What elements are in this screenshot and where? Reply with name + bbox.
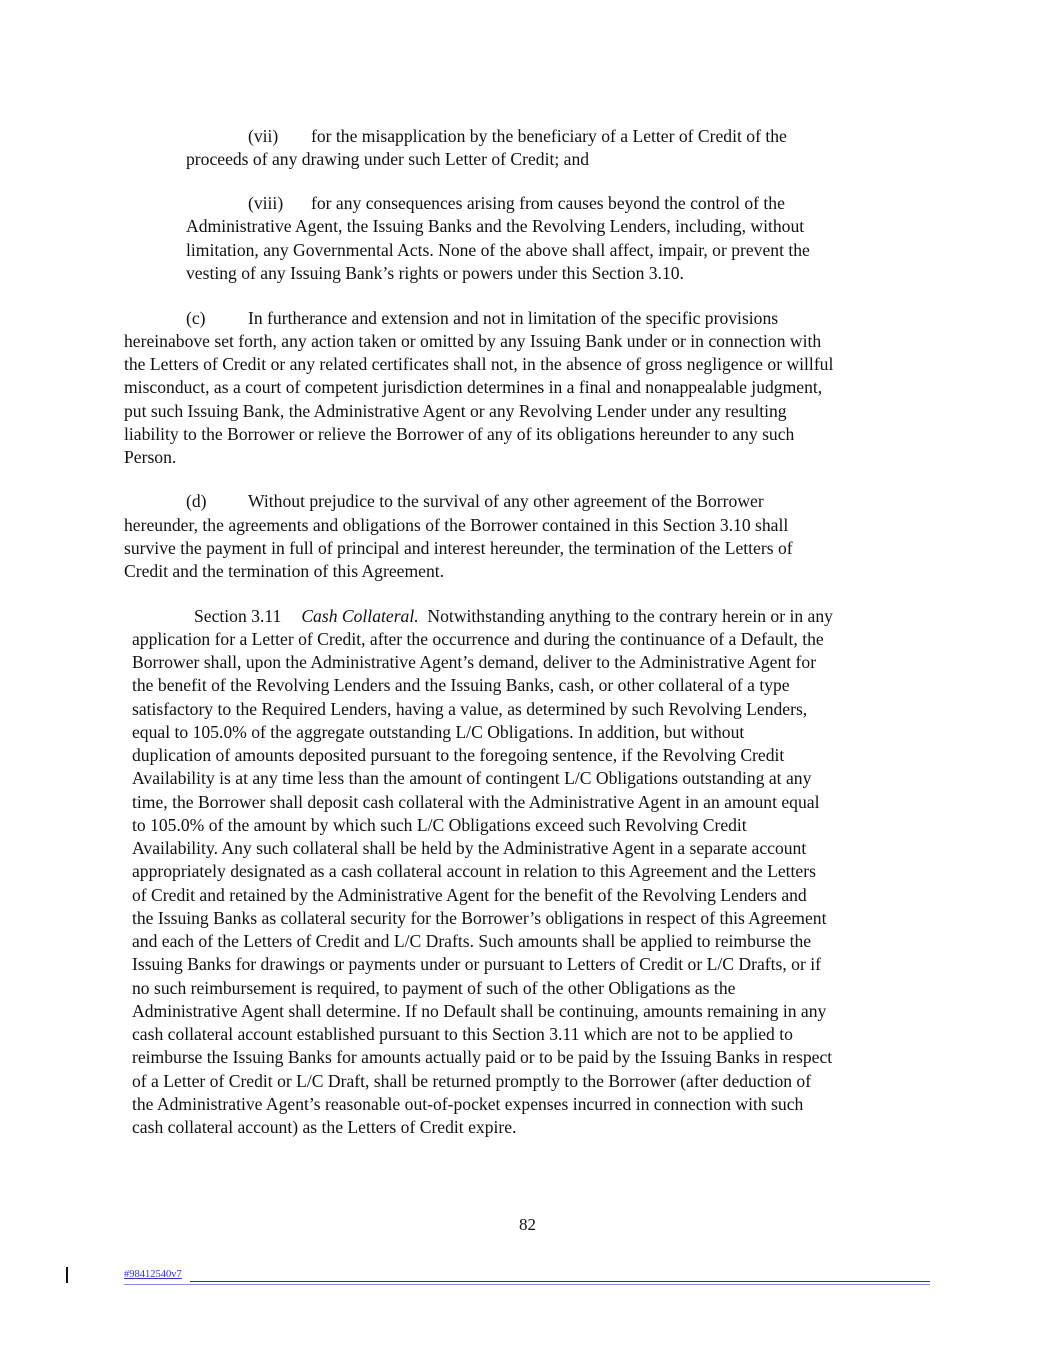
- footer-rule: [190, 1281, 930, 1282]
- section-line: Administrative Agent shall determine. If no Default shall be continuing, amounts remaining in any: [132, 1001, 827, 1021]
- footer-rule-underline: [124, 1284, 930, 1285]
- section-3-11-heading-line: [194, 605, 833, 628]
- section-line: application for a Letter of Credit, after the occurrence and during the continuance of a Default, the: [132, 629, 824, 649]
- clause-d-line: survive the payment in full of principal and interest hereunder, the termination of the Letters of: [124, 538, 793, 558]
- section-title: Cash Collateral.: [301, 606, 419, 626]
- clause-viii-line: vesting of any Issuing Bank’s rights or powers under this Section 3.10.: [186, 263, 684, 283]
- section-line: the benefit of the Revolving Lenders and the Issuing Banks, cash, or other collateral of a type: [132, 675, 790, 695]
- section-line: duplication of amounts deposited pursuant to the foregoing sentence, if the Revolving Credit: [132, 745, 785, 765]
- section-line: and each of the Letters of Credit and L/C Drafts. Such amounts shall be applied to reimburse the: [132, 931, 812, 951]
- section-first-sentence: Notwithstanding anything to the contrary herein or in any: [427, 606, 833, 626]
- clause-d-first-line: Without prejudice to the survival of any other agreement of the Borrower: [248, 491, 764, 511]
- page-number: 82: [519, 1215, 536, 1234]
- change-bar: [66, 1267, 68, 1283]
- clause-c-line: Person.: [124, 447, 177, 467]
- clause-c-first-line: In furtherance and extension and not in limitation of the specific provisions: [248, 308, 779, 328]
- clause-c-line: liability to the Borrower or relieve the Borrower of any of its obligations hereunder to any such: [124, 424, 795, 444]
- section-line: of a Letter of Credit or L/C Draft, shall be returned promptly to the Borrower (after deduction of: [132, 1071, 812, 1091]
- section-line: cash collateral account established pursuant to this Section 3.11 which are not to be applied to: [132, 1024, 793, 1044]
- section-line: the Issuing Banks as collateral security for the Borrower’s obligations in respect of this Agreement: [132, 908, 827, 928]
- section-line: appropriately designated as a cash collateral account in relation to this Agreement and the Letters: [132, 861, 816, 881]
- section-line: time, the Borrower shall deposit cash collateral with the Administrative Agent in an amount equal: [132, 792, 820, 812]
- section-line: to 105.0% of the amount by which such L/C Obligations exceed such Revolving Credit: [132, 815, 747, 835]
- clause-viii-line: Administrative Agent, the Issuing Banks and the Revolving Lenders, including, without: [186, 216, 805, 236]
- section-line: Borrower shall, upon the Administrative Agent’s demand, deliver to the Administrative Agent for: [132, 652, 817, 672]
- clause-label-c: (c): [186, 308, 206, 328]
- section-line: reimburse the Issuing Banks for amounts actually paid or to be paid by the Issuing Banks in respect: [132, 1047, 833, 1067]
- clause-c-line: hereinabove set forth, any action taken or omitted by any Issuing Bank under or in connection with: [124, 331, 822, 351]
- clause-label-d: (d): [186, 491, 207, 511]
- clause-c-line: misconduct, as a court of competent jurisdiction determines in a final and nonappealable judgment,: [124, 377, 823, 397]
- section-line: no such reimbursement is required, to payment of such of the other Obligations as the: [132, 978, 736, 998]
- section-number: Section 3.11: [194, 606, 282, 626]
- clause-d-line: Credit and the termination of this Agreement.: [124, 561, 445, 581]
- clause-c-line: put such Issuing Bank, the Administrative Agent or any Revolving Lender under any resulting: [124, 401, 787, 421]
- section-line: satisfactory to the Required Lenders, having a value, as determined by such Revolving Lenders,: [132, 699, 808, 719]
- section-line: Availability is at any time less than the amount of contingent L/C Obligations outstanding at any: [132, 768, 812, 788]
- clause-d-line: hereunder, the agreements and obligations of the Borrower contained in this Section 3.10 shall: [124, 515, 789, 535]
- section-line: Issuing Banks for drawings or payments under or pursuant to Letters of Credit or L/C Drafts, or if: [132, 954, 821, 974]
- section-line: of Credit and retained by the Administrative Agent for the benefit of the Revolving Lenders and: [132, 885, 807, 905]
- clause-viii-line: limitation, any Governmental Acts. None of the above shall affect, impair, or prevent the: [186, 240, 810, 260]
- clause-c-line: the Letters of Credit or any related certificates shall not, in the absence of gross negligence or willful: [124, 354, 834, 374]
- section-line: equal to 105.0% of the aggregate outstanding L/C Obligations. In addition, but without: [132, 722, 745, 742]
- section-line: cash collateral account) as the Letters of Credit expire.: [132, 1117, 517, 1137]
- clause-viii-first-line: for any consequences arising from causes beyond the control of the: [311, 193, 785, 213]
- section-line: Availability. Any such collateral shall be held by the Administrative Agent in a separate account: [132, 838, 807, 858]
- clause-label-viii: (viii): [248, 193, 284, 213]
- clause-label-vii: (vii): [248, 126, 279, 146]
- document-id: #98412540v7: [124, 1269, 182, 1280]
- section-line: the Administrative Agent’s reasonable out-of-pocket expenses incurred in connection with such: [132, 1094, 804, 1114]
- clause-vii-line: proceeds of any drawing under such Letter of Credit; and: [186, 149, 590, 169]
- clause-vii-first-line: for the misapplication by the beneficiary of a Letter of Credit of the: [311, 126, 787, 146]
